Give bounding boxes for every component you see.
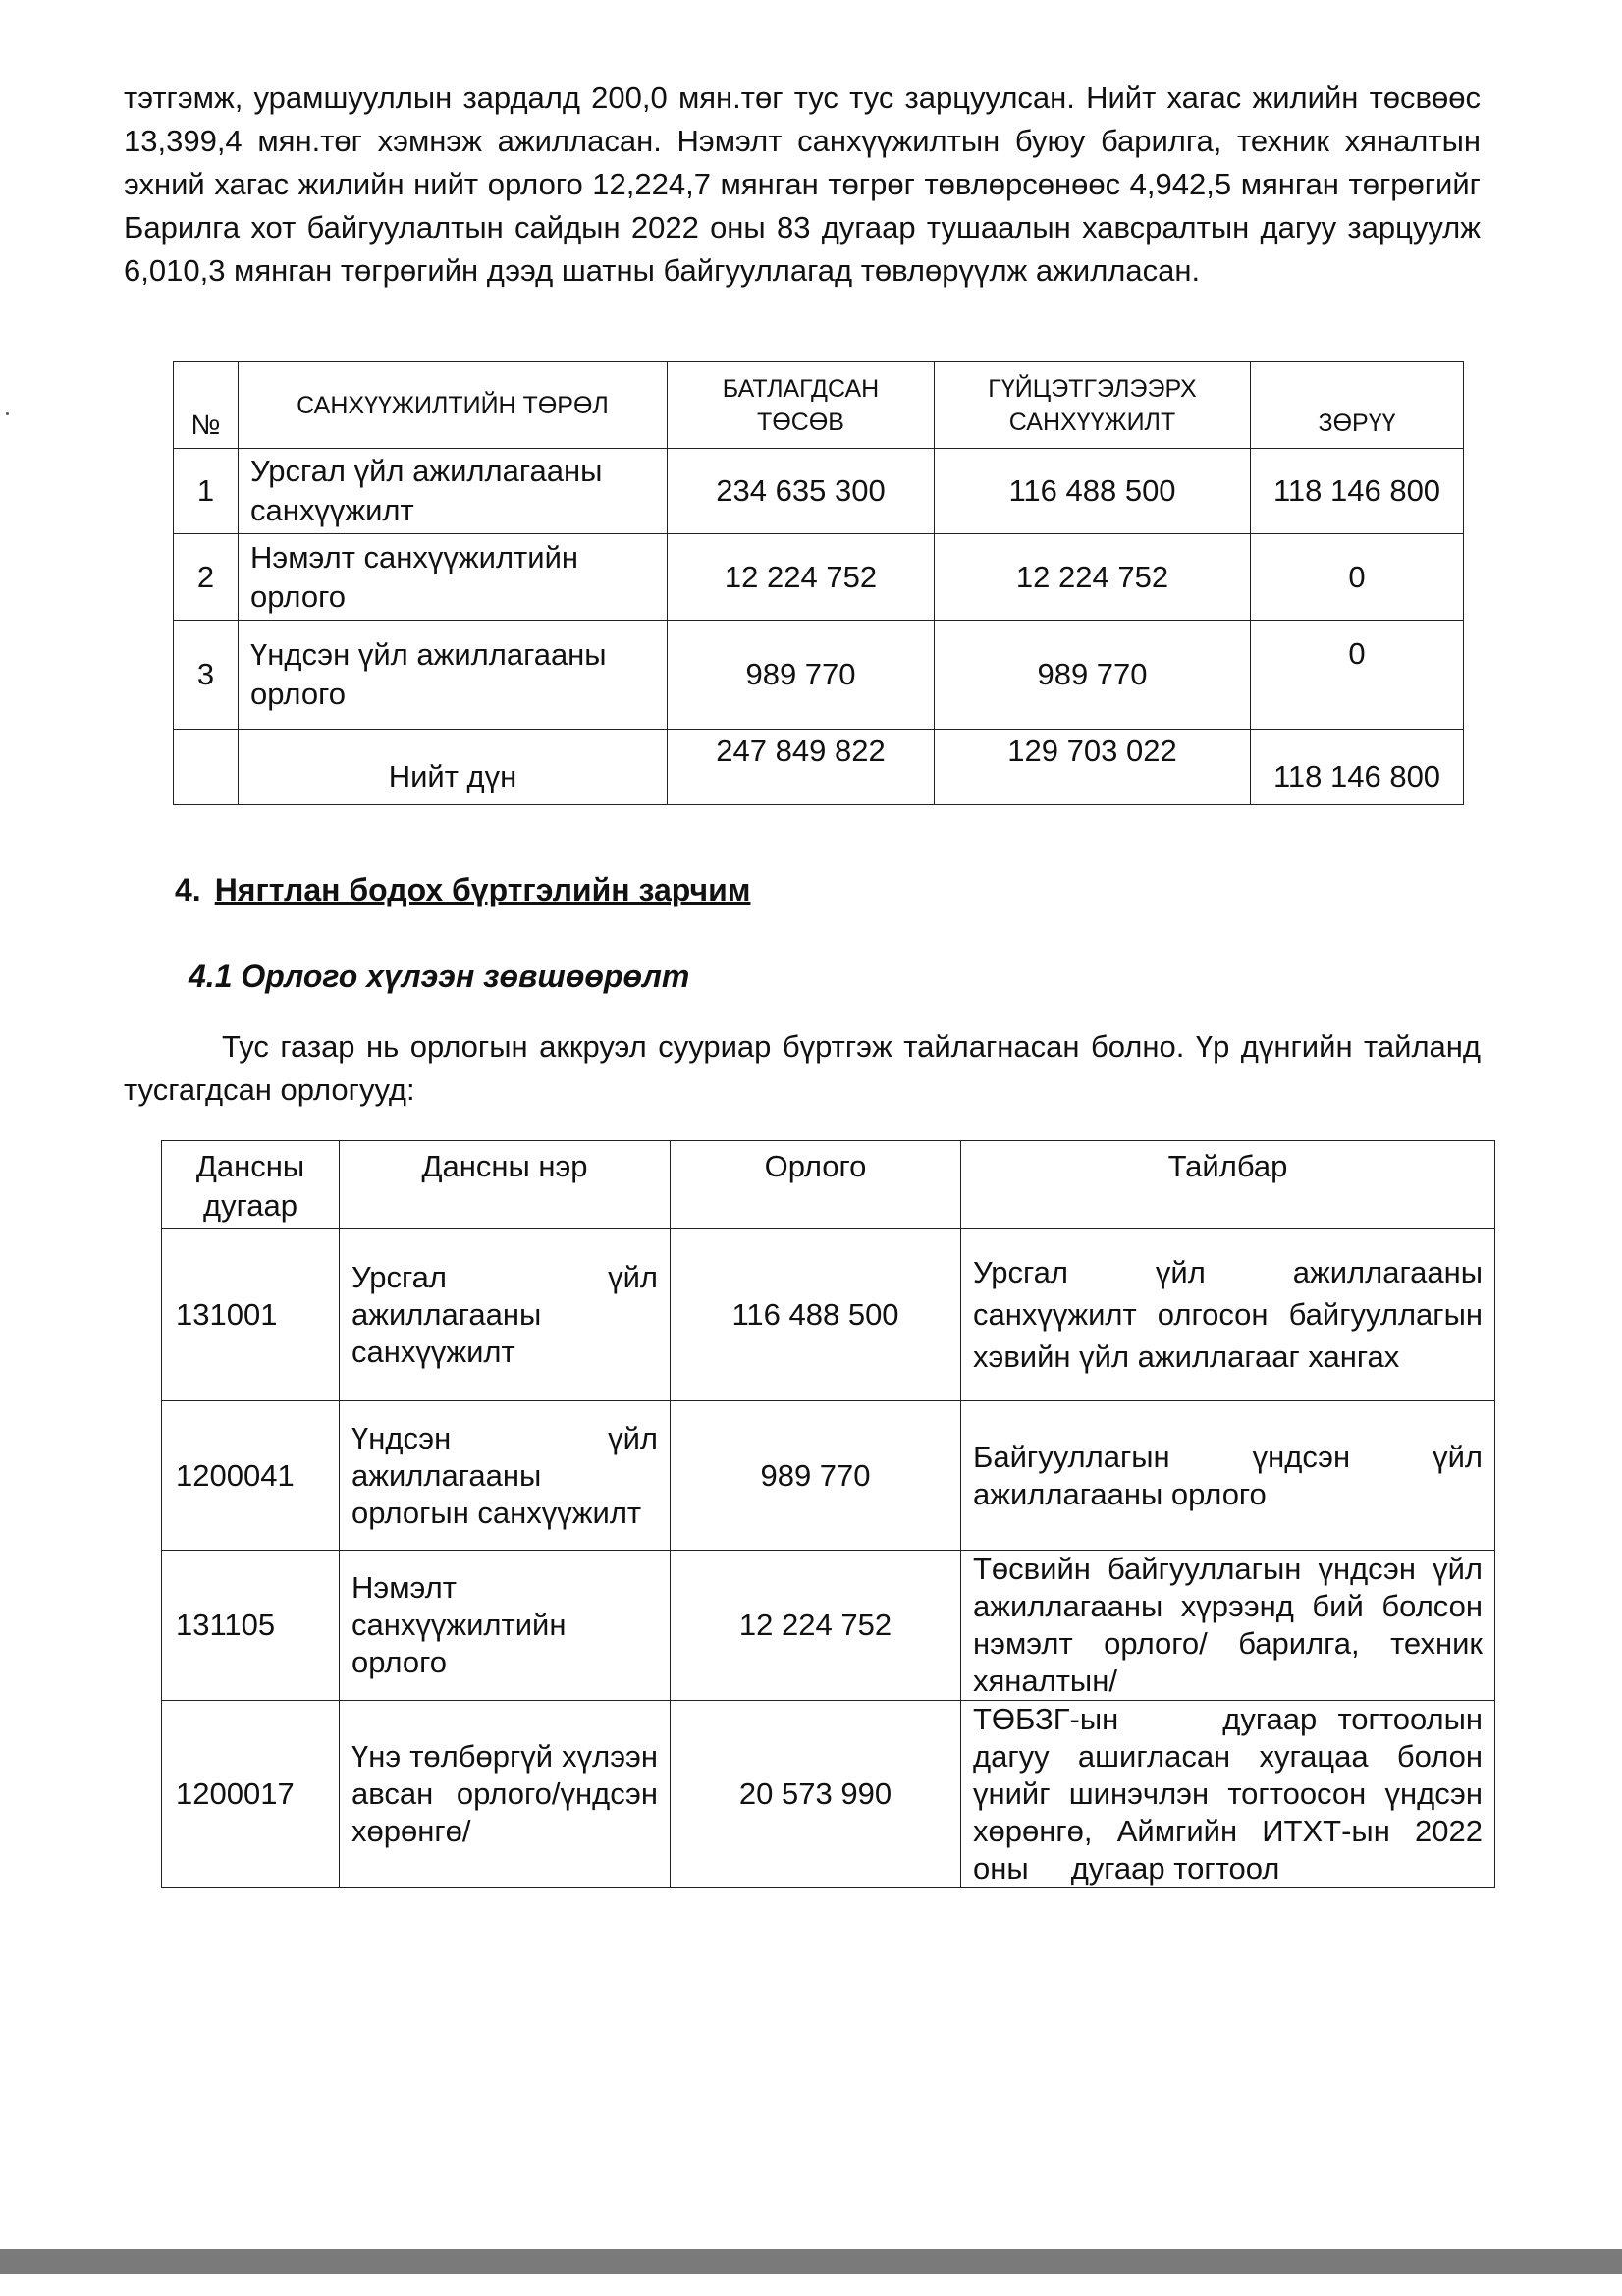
row-number: 3 xyxy=(174,621,239,730)
section-title: Нягтлан бодох бүртгэлийн зарчим xyxy=(214,872,751,907)
header-approved-budget: БАТЛАГДСАН ТӨСӨВ xyxy=(668,362,935,449)
funding-type: Нэмэлт санхүүжилтийн орлого xyxy=(239,534,668,621)
section-heading xyxy=(175,872,750,908)
row-number: 1 xyxy=(174,449,239,534)
table-row xyxy=(174,534,1464,621)
header-account-number: Дансны дугаар xyxy=(162,1141,340,1229)
table-row xyxy=(174,449,1464,534)
section-number: 4. xyxy=(175,872,201,907)
description: Урсгал үйл ажиллагааны санхүүжилт олгосон байгууллагын хэвийн үйл ажиллагааг хангах xyxy=(961,1229,1495,1401)
approved-value: 989 770 xyxy=(668,621,935,730)
revenue-table-header xyxy=(162,1141,1495,1229)
intro-paragraph: тэтгэмж, урамшууллын зардалд 200,0 мян.төг тус тус зарцуулсан. Нийт хагас жилийн төсвөөс 13,399,4 мян.төг хэмнэж ажилласан. Нэмэлт санхүүжилтын буюу барилга, техник хяналтын эхний хагас жилийн нийт орлого 12,224,7 мянган төгрөг төвлөрсөнөөс 4,942,5 мянган төгрөгийг Барилга хот байгуулалтын сайдын 2022 оны 83 дугаар тушаалын хавсралтын дагуу зарцуулж 6,010,3 мянган төгрөгийн дээд шатны байгууллагад төвлөрүүлж ажилласан. xyxy=(124,81,1481,288)
account-name: Нэмэлт санхүүжилтийн орлого xyxy=(340,1551,671,1701)
header-difference: ЗӨРҮҮ xyxy=(1251,362,1464,449)
actual-value: 989 770 xyxy=(935,621,1251,730)
table-row xyxy=(162,1551,1495,1701)
approved-value: 12 224 752 xyxy=(668,534,935,621)
account-number: 1200017 xyxy=(162,1701,340,1888)
income-value: 989 770 xyxy=(671,1401,961,1551)
table-row xyxy=(162,1701,1495,1888)
subsection-heading: 4.1 Орлого хүлээн зөвшөөрөлт xyxy=(189,958,690,994)
total-approved: 247 849 822 xyxy=(668,730,935,805)
actual-value: 116 488 500 xyxy=(935,449,1251,534)
approved-value: 234 635 300 xyxy=(668,449,935,534)
header-income: Орлого xyxy=(671,1141,961,1229)
header-actual-funding: ГҮЙЦЭТГЭЛЭЭРХ САНХҮҮЖИЛТ xyxy=(935,362,1251,449)
account-name: Урсгал үйл ажиллагааны санхүүжилт xyxy=(340,1229,671,1401)
account-number: 131105 xyxy=(162,1551,340,1701)
row-number: 2 xyxy=(174,534,239,621)
total-blank-cell xyxy=(174,730,239,805)
actual-value: 12 224 752 xyxy=(935,534,1251,621)
difference-value: 0 xyxy=(1251,621,1464,730)
difference-value: 0 xyxy=(1251,534,1464,621)
revenue-table xyxy=(161,1140,1495,1888)
account-name: Үнэ төлбөргүй хүлээн авсан орлого/үндсэн хөрөнгө/ xyxy=(340,1701,671,1888)
header-description: Тайлбар xyxy=(961,1141,1495,1229)
account-number: 1200041 xyxy=(162,1401,340,1551)
income-value: 20 573 990 xyxy=(671,1701,961,1888)
account-number: 131001 xyxy=(162,1229,340,1401)
account-name: Үндсэн үйл ажиллагааны орлогын санхүүжилт xyxy=(340,1401,671,1551)
funding-table xyxy=(173,361,1464,805)
total-difference: 118 146 800 xyxy=(1251,730,1464,805)
scan-speck xyxy=(6,412,9,415)
difference-value: 118 146 800 xyxy=(1251,449,1464,534)
income-value: 116 488 500 xyxy=(671,1229,961,1401)
total-label: Нийт дүн xyxy=(239,730,668,805)
description: Байгууллагын үндсэн үйл ажиллагааны орлого xyxy=(961,1401,1495,1551)
revenue-paragraph: Тус газар нь орлогын аккруэл сууриар бүртгэж тайлагнасан болно. Үр дүнгийн тайланд тусгагдсан орлогууд: xyxy=(124,1029,1481,1107)
table-row xyxy=(162,1229,1495,1401)
header-funding-type: САНХҮҮЖИЛТИЙН ТӨРӨЛ xyxy=(239,362,668,449)
funding-type: Үндсэн үйл ажиллагааны орлого xyxy=(239,621,668,730)
funding-type: Урсгал үйл ажиллагааны санхүүжилт xyxy=(239,449,668,534)
table-total-row xyxy=(174,730,1464,805)
funding-table-header xyxy=(174,362,1464,449)
income-value: 12 224 752 xyxy=(671,1551,961,1701)
description: Төсвийн байгууллагын үндсэн үйл ажиллагааны хүрээнд бий болсон нэмэлт орлого/ барилга, техник хяналтын/ xyxy=(961,1551,1495,1701)
scan-footer-bar xyxy=(0,2249,1622,2274)
total-actual: 129 703 022 xyxy=(935,730,1251,805)
header-account-name: Дансны нэр xyxy=(340,1141,671,1229)
table-row xyxy=(162,1401,1495,1551)
header-number: № xyxy=(174,362,239,449)
description: ТӨБЗГ-ын дугаар тогтоолын дагуу ашигласан хугацаа болон үнийг шинэчлэн тогтоосон үндсэн хөрөнгө, Аймгийн ИТХТ-ын 2022 оны дугаар тогтоол xyxy=(961,1701,1495,1888)
table-row xyxy=(174,621,1464,730)
